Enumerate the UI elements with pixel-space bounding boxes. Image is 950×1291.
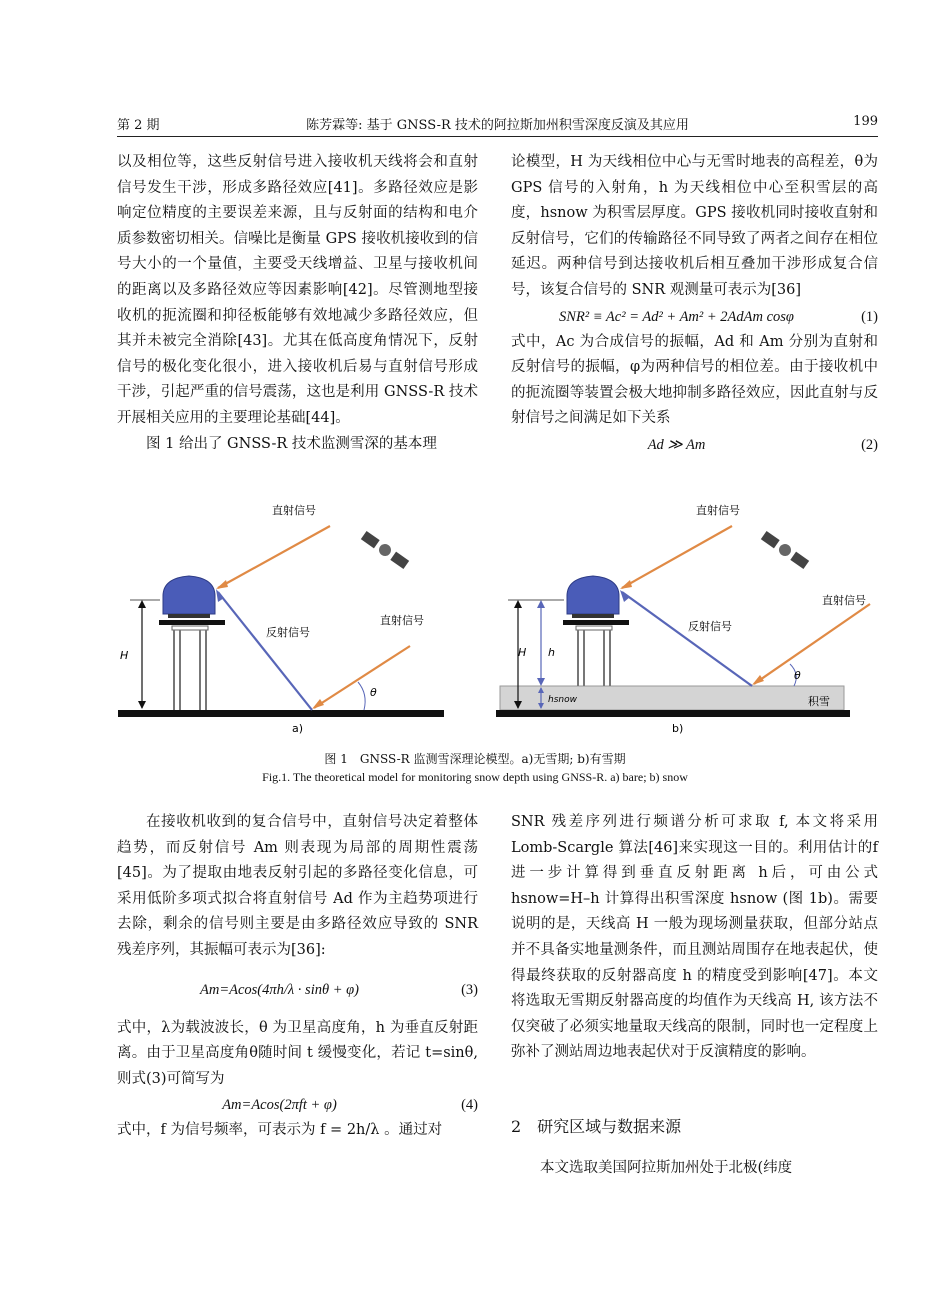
satellite-icon [360,530,409,570]
paragraph: 论模型，H 为天线相位中心与无雪时地表的高程差，θ为 GPS 信号的入射角，h 为天线相位中心至积雪层的高度，hsnow 为积雪层厚度。GPS 接收机同时接收直射和反射信号，它们的传输路径不同导致了两者之间存在相位延迟。两种信号到达接收机后相互叠加干涉形成复合信号，该复合信号的 SNR 观测量可表示为[36] [511,154,878,298]
equation-1: SNR² ≡ Ac² = Ad² + Am² + 2AdAm cosφ (1) [559,308,878,325]
reflected-signal-label: 反射信号 [688,620,732,633]
antenna-plate [168,614,210,618]
paragraph: 式中，f 为信号频率，可表示为 f = 2h/λ 。通过对 [117,1122,443,1139]
direct-signal-label-2: 直射信号 [822,594,866,607]
paragraph: 在接收机收到的复合信号中，直射信号决定着整体趋势，而反射信号 Am 则表现为局部的周期性震荡[45]。为了提取由地表反射引起的多路径变化信息，可采用低阶多项式拟合将直射信号 Ad 作为主趋势项进行去除，剩余的信号则主要是由多路径效应导致的 SNR 残差序列，其振幅可表示为[36]: [117,814,478,958]
satellite-icon [760,530,809,570]
ground [496,710,850,717]
H-label: H [518,646,527,659]
figure-1 [100,496,880,740]
panel-b [496,503,870,735]
reflected-signal-label: 反射信号 [266,626,310,639]
paragraph: 式中，Ac 为合成信号的振幅，Ad 和 Am 分别为直射和反射信号的振幅，φ为两种信号的相位差。由于接收机中的扼流圈等装置会极大地抑制多路径效应，因此直射与反射信号之间满足如下关系 [511,333,878,427]
paragraph: 以及相位等，这些反射信号进入接收机天线将会和直射信号发生干涉，形成多路径效应[41]。多路径效应是影响定位精度的主要误差来源，且与反射面的结构和电介质参数密切相关。信噪比是衡量 GPS 接收机接收到的信号大小的一个量值，主要受天线增益、卫星与接收机间的距离以及多路径效应等因素影响[42]。尽管测地型接收机的扼流圈和抑径板能够有效地减少多路径效应，但其并未被完全消除[43]。尤其在低高度角情况下，反射信号的极化变化很小，进入接收机后易与直射信号形成干涉，引起严重的信号震荡，这也是利用 GNSS-R 技术开展相关应用的主要理论基础[44]。 [117,154,478,426]
running-title: 陈芳霖等: 基于 GNSS-R 技术的阿拉斯加州积雪深度反演及其应用 [306,118,689,133]
antenna-dome-icon [567,576,619,614]
choke-ring [159,620,225,625]
ground [118,710,444,717]
theta-label: θ [370,686,377,699]
right-column-last [511,1156,878,1182]
panel-a-label: a) [292,722,304,735]
issue-number: 第 2 期 [117,118,160,133]
right-column-top [511,150,878,458]
figure-1-diagram [100,496,880,740]
panel-a [118,503,444,735]
section-heading: 2 研究区域与数据来源 [511,1117,682,1136]
page-number: 199 [853,114,878,129]
paragraph: 本文选取美国阿拉斯加州处于北极(纬度 [540,1160,793,1176]
paragraph: SNR 残差序列进行频谱分析可求取 f, 本文将采用 Lomb-Scargle 算法[46]来实现这一目的。利用估计的f进一步计算得到垂直反射距离 h后，可由公式 hsnow=H–h 计算得出积雪深度 hsnow (图 1b)。需要说明的是，天线高 H 一般为现场测量获取，但部分站点并不具备实地量测条件，而且测站周围存在地表起伏，使得最终获取的反射器高度 h 的精度受到影响[47]。本文将选取无雪期反射器高度的均值作为天线高 H, 该方法不仅突破了必须实地量取天线高的限制，同时也一定程度上弥补了测站周边地表起伏对于反演精度的影响。 [511,814,878,1061]
paragraph: 图 1 给出了 GNSS-R 技术监测雪深的基本理 [146,435,437,452]
H-label: H [120,649,129,662]
left-column-top [117,150,478,457]
direct-signal-label: 直射信号 [272,504,316,517]
equation-2: Ad ≫ Am (2) [647,436,878,453]
running-header [117,112,878,137]
right-column-bottom [511,810,878,1066]
paragraph: 式中，λ为载波波长，θ 为卫星高度角，h 为垂直反射距离。由于卫星高度角θ随时间 t 缓慢变化，若记 t=sinθ, 则式(3)可简写为 [117,1019,478,1087]
panel-b-label: b) [672,722,684,735]
left-column-bottom [117,810,478,1144]
snow-label: 积雪 [808,695,830,708]
hsnow-label: hsnow [548,695,577,705]
theta-label: θ [794,669,801,682]
direct-signal-label: 直射信号 [696,504,740,517]
figure-caption-en: Fig.1. The theoretical model for monitoring snow depth using GNSS-R. a) bare; b) snow [262,770,688,784]
direct-signal-label-2: 直射信号 [380,614,424,627]
equation-4: Am=Acos(2πft + φ) (4) [222,1097,478,1114]
h-label: h [548,646,555,659]
antenna-dome-icon [163,576,215,614]
figure-caption-cn: 图 1 GNSS-R 监测雪深理论模型。a)无雪期; b)有雪期 [324,752,626,766]
equation-3: Am=Acos(4πh/λ · sinθ + φ) (3) [199,981,478,998]
